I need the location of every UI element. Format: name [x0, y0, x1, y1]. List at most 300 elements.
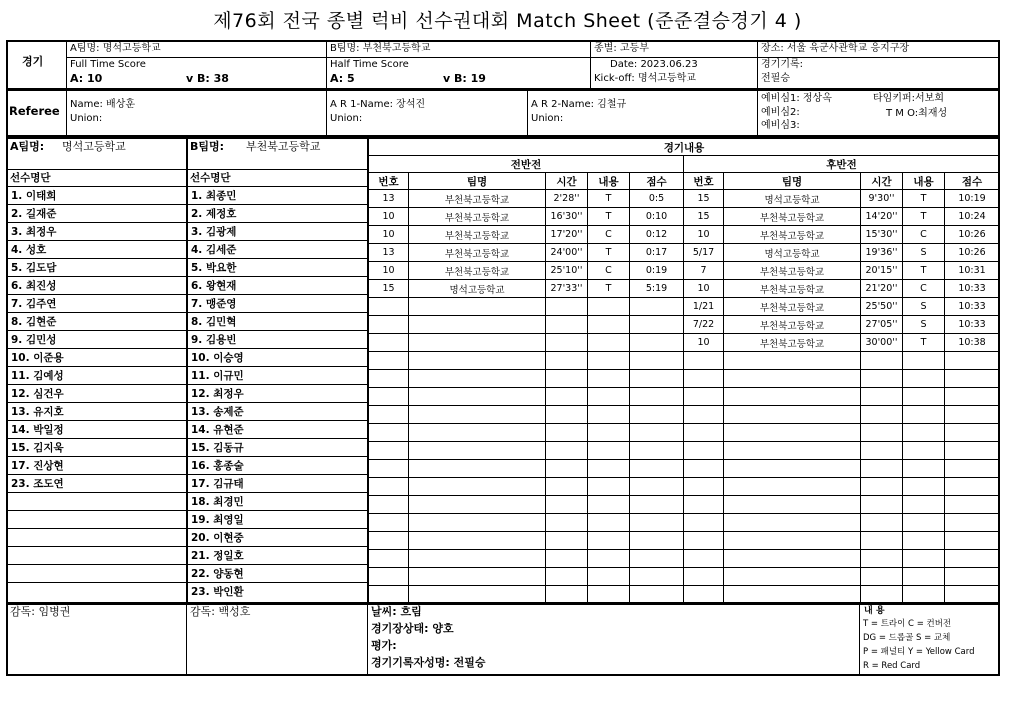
ar1-union: Union:	[330, 113, 363, 124]
score-cell	[369, 352, 409, 370]
score-cell: 25'50''	[861, 298, 903, 316]
score-cell	[684, 388, 724, 406]
score-cell	[588, 424, 630, 442]
score-cell: 25'10''	[546, 262, 588, 280]
score-cell	[630, 478, 684, 496]
score-cell	[409, 352, 546, 370]
score-row	[369, 496, 1000, 514]
score-cell: 2'28''	[546, 190, 588, 208]
score-cell: 부천북고등학교	[724, 262, 861, 280]
score-cell	[630, 406, 684, 424]
score-cell	[588, 514, 630, 532]
score-cell	[684, 532, 724, 550]
score-cell	[861, 514, 903, 532]
team-b-player-list	[187, 187, 367, 601]
kickoff: Kick-off: 명석고등학교	[594, 73, 696, 84]
score-row	[369, 262, 1000, 280]
score-cell	[369, 586, 409, 604]
score-cell	[369, 460, 409, 478]
score-row	[369, 352, 1000, 370]
score-cell	[409, 370, 546, 388]
score-cell: 15	[369, 280, 409, 298]
score-row	[369, 586, 1000, 604]
second-half-header: 후반전	[684, 156, 1000, 173]
score-cell	[546, 478, 588, 496]
score-cell: T	[903, 262, 945, 280]
score-row	[369, 388, 1000, 406]
player-row: 4. 김세준	[187, 241, 367, 259]
score-cell	[369, 370, 409, 388]
score-cell: 부천북고등학교	[409, 190, 546, 208]
score-cell: 10	[369, 262, 409, 280]
score-cell	[630, 334, 684, 352]
score-cell: 10:26	[945, 244, 1000, 262]
score-row	[369, 370, 1000, 388]
player-row: 5. 김도담	[7, 259, 186, 277]
score-cell: T	[903, 334, 945, 352]
score-cell	[861, 370, 903, 388]
evaluation: 평가:	[371, 639, 397, 652]
player-row: 15. 김지욱	[7, 439, 186, 457]
score-cell	[724, 424, 861, 442]
score-cell	[724, 370, 861, 388]
score-cell	[861, 532, 903, 550]
score-cell	[945, 460, 1000, 478]
score-cell	[724, 514, 861, 532]
score-cell	[945, 388, 1000, 406]
score-row	[369, 226, 1000, 244]
player-row	[7, 565, 186, 583]
score-cell: 10	[369, 208, 409, 226]
score-cell	[409, 406, 546, 424]
player-row: 12. 심건우	[7, 385, 186, 403]
score-cell	[945, 442, 1000, 460]
score-cell	[724, 352, 861, 370]
score-cell	[588, 568, 630, 586]
team-a-header-name: 명석고등학교	[62, 140, 126, 153]
match-content-header: 경기내용	[369, 139, 1000, 156]
team-b-name: B팀명: 부천북고등학교	[330, 43, 431, 54]
score-cell	[409, 514, 546, 532]
player-row: 8. 김민혁	[187, 313, 367, 331]
score-cell: 20'15''	[861, 262, 903, 280]
score-cell	[684, 352, 724, 370]
score-cell	[588, 532, 630, 550]
score-cell: 5/17	[684, 244, 724, 262]
team-a-player-list	[7, 187, 186, 601]
score-cell	[903, 352, 945, 370]
column-header-content: 내용	[903, 173, 945, 190]
score-cell	[546, 406, 588, 424]
score-cell	[409, 424, 546, 442]
score-cell	[409, 550, 546, 568]
score-cell	[369, 514, 409, 532]
score-cell: 10:31	[945, 262, 1000, 280]
score-cell	[903, 478, 945, 496]
score-cell	[409, 298, 546, 316]
score-cell: 10:33	[945, 316, 1000, 334]
score-cell	[684, 406, 724, 424]
score-cell	[409, 442, 546, 460]
score-cell	[369, 442, 409, 460]
score-row	[369, 334, 1000, 352]
score-cell: 10:19	[945, 190, 1000, 208]
score-row	[369, 532, 1000, 550]
score-cell: 10:24	[945, 208, 1000, 226]
score-cell: 부천북고등학교	[724, 334, 861, 352]
score-cell	[861, 406, 903, 424]
score-cell	[724, 406, 861, 424]
score-cell: 16'30''	[546, 208, 588, 226]
score-cell: 0:19	[630, 262, 684, 280]
score-cell	[724, 568, 861, 586]
score-cell	[903, 532, 945, 550]
score-cell	[409, 496, 546, 514]
score-cell	[588, 550, 630, 568]
score-cell	[903, 514, 945, 532]
officials-section	[6, 89, 1000, 137]
match-date: Date: 2023.06.23	[610, 59, 698, 70]
score-cell: 10	[684, 280, 724, 298]
score-cell	[903, 406, 945, 424]
coach-a: 감독: 임병권	[10, 605, 71, 618]
score-cell: 15	[684, 190, 724, 208]
column-header-number: 번호	[684, 173, 724, 190]
score-row	[369, 514, 1000, 532]
column-header-content: 내용	[588, 173, 630, 190]
score-cell	[588, 334, 630, 352]
weather: 날씨: 흐림	[371, 605, 422, 618]
half-time-score-a: A: 5	[330, 72, 355, 85]
match-label: 경기	[22, 55, 44, 68]
score-cell	[588, 478, 630, 496]
score-cell: T	[903, 190, 945, 208]
score-row	[369, 190, 1000, 208]
score-cell	[684, 568, 724, 586]
score-cell	[861, 478, 903, 496]
column-header-score: 점수	[630, 173, 684, 190]
team-b-players-header: 선수명단	[190, 172, 231, 184]
score-cell	[630, 298, 684, 316]
score-cell: 30'00''	[861, 334, 903, 352]
player-row: 4. 성호	[7, 241, 186, 259]
reserve-referee-2: 예비심2:	[761, 107, 800, 118]
score-row	[369, 406, 1000, 424]
score-cell	[945, 424, 1000, 442]
player-row: 8. 김현준	[7, 313, 186, 331]
player-row: 12. 최정우	[187, 385, 367, 403]
score-cell: 21'20''	[861, 280, 903, 298]
score-cell	[588, 460, 630, 478]
score-cell: 15'30''	[861, 226, 903, 244]
column-header-team: 팀명	[409, 173, 546, 190]
score-cell: 부천북고등학교	[409, 226, 546, 244]
score-cell	[630, 316, 684, 334]
legend-title: 내 용	[864, 606, 885, 616]
player-row	[7, 493, 186, 511]
score-cell	[630, 532, 684, 550]
player-row: 2. 제정호	[187, 205, 367, 223]
score-cell: 0:5	[630, 190, 684, 208]
score-cell	[724, 550, 861, 568]
score-cell	[630, 496, 684, 514]
legend-line-1: T = 트라이 C = 컨버전	[863, 619, 952, 629]
score-cell	[588, 298, 630, 316]
score-cell	[409, 388, 546, 406]
score-cell: 0:17	[630, 244, 684, 262]
score-cell	[546, 532, 588, 550]
score-row	[369, 460, 1000, 478]
score-cell	[945, 496, 1000, 514]
ar2-name: A R 2-Name: 김철규	[531, 99, 627, 110]
score-cell	[588, 406, 630, 424]
score-cell	[546, 298, 588, 316]
score-cell	[724, 586, 861, 604]
legend-line-4: R = Red Card	[863, 661, 921, 671]
score-cell	[684, 370, 724, 388]
score-cell	[724, 388, 861, 406]
score-cell	[861, 568, 903, 586]
score-row	[369, 244, 1000, 262]
score-cell	[546, 460, 588, 478]
score-cell	[409, 460, 546, 478]
score-cell: 10:33	[945, 298, 1000, 316]
score-cell: 7	[684, 262, 724, 280]
team-a-players-header: 선수명단	[10, 172, 51, 184]
player-row: 11. 이규민	[187, 367, 367, 385]
score-cell: 10	[684, 226, 724, 244]
player-row: 23. 조도연	[7, 475, 186, 493]
player-row: 20. 이현중	[187, 529, 367, 547]
score-cell: 0:10	[630, 208, 684, 226]
score-cell	[369, 568, 409, 586]
score-cell: T	[588, 280, 630, 298]
timekeeper: 타임키퍼:서보희	[873, 93, 944, 104]
score-cell	[546, 352, 588, 370]
player-row: 9. 김용빈	[187, 331, 367, 349]
reserve-referee-1: 예비심1: 정상옥	[761, 93, 832, 104]
score-cell	[588, 496, 630, 514]
score-cell	[945, 550, 1000, 568]
score-cell	[630, 514, 684, 532]
score-row	[369, 298, 1000, 316]
player-row: 3. 김광제	[187, 223, 367, 241]
score-cell	[630, 586, 684, 604]
score-cell	[546, 388, 588, 406]
score-cell	[903, 550, 945, 568]
referee-name: Name: 배상훈	[70, 99, 136, 110]
score-cell: 27'33''	[546, 280, 588, 298]
team-b-header-name: 부천북고등학교	[246, 140, 321, 153]
referee-union: Union:	[70, 113, 103, 124]
score-row	[369, 316, 1000, 334]
score-cell: 부천북고등학교	[409, 208, 546, 226]
score-cell	[724, 532, 861, 550]
score-cell: 7/22	[684, 316, 724, 334]
score-cell	[861, 586, 903, 604]
score-cell	[588, 388, 630, 406]
score-cell	[903, 370, 945, 388]
category: 종별: 고등부	[594, 43, 649, 54]
record-value: 전필승	[761, 73, 790, 84]
score-cell	[861, 352, 903, 370]
score-cell: 명석고등학교	[409, 280, 546, 298]
score-cell	[724, 442, 861, 460]
score-cell: 10:38	[945, 334, 1000, 352]
score-cell: 부천북고등학교	[724, 208, 861, 226]
score-cell	[903, 388, 945, 406]
score-row	[369, 424, 1000, 442]
first-half-header: 전반전	[369, 156, 684, 173]
score-cell	[945, 406, 1000, 424]
score-cell: S	[903, 298, 945, 316]
score-cell: 10	[369, 226, 409, 244]
column-header-time: 시간	[546, 173, 588, 190]
player-row: 16. 홍종술	[187, 457, 367, 475]
score-cell: 17'20''	[546, 226, 588, 244]
player-row: 14. 박일정	[7, 421, 186, 439]
player-row	[7, 547, 186, 565]
team-a-label: A팀명:	[10, 140, 45, 153]
score-cell	[588, 442, 630, 460]
score-cell	[861, 550, 903, 568]
score-cell	[409, 532, 546, 550]
score-cell	[945, 586, 1000, 604]
score-cell	[546, 370, 588, 388]
player-row: 10. 이승영	[187, 349, 367, 367]
score-cell: 10	[684, 334, 724, 352]
player-row: 22. 양동현	[187, 565, 367, 583]
score-cell	[630, 568, 684, 586]
player-row: 13. 유지호	[7, 403, 186, 421]
score-cell	[369, 406, 409, 424]
player-row: 6. 왕현재	[187, 277, 367, 295]
score-cell: T	[903, 208, 945, 226]
player-row	[7, 583, 186, 601]
score-cell: C	[903, 226, 945, 244]
score-cell	[684, 442, 724, 460]
score-cell: 명석고등학교	[724, 244, 861, 262]
score-cell: 27'05''	[861, 316, 903, 334]
score-cell	[630, 352, 684, 370]
score-cell	[724, 496, 861, 514]
score-cell	[861, 424, 903, 442]
score-cell: 명석고등학교	[724, 190, 861, 208]
score-cell	[546, 442, 588, 460]
score-cell: 부천북고등학교	[409, 262, 546, 280]
page-title: 제76회 전국 종별 럭비 선수권대회 Match Sheet (준준결승경기 4 )	[213, 10, 802, 32]
score-cell	[630, 424, 684, 442]
score-cell	[409, 316, 546, 334]
player-row: 1. 최종민	[187, 187, 367, 205]
score-cell	[546, 514, 588, 532]
score-cell	[630, 550, 684, 568]
score-cell	[369, 316, 409, 334]
venue: 장소: 서울 육군사관학교 응지구장	[761, 43, 910, 54]
score-cell	[588, 316, 630, 334]
score-cell: T	[588, 190, 630, 208]
score-cell	[630, 442, 684, 460]
score-cell: 5:19	[630, 280, 684, 298]
score-row	[369, 280, 1000, 298]
score-cell: C	[588, 262, 630, 280]
player-row: 7. 맹준영	[187, 295, 367, 313]
score-cell: 부천북고등학교	[409, 244, 546, 262]
column-header-score: 점수	[945, 173, 1000, 190]
score-cell	[903, 496, 945, 514]
score-cell	[903, 424, 945, 442]
score-cell	[546, 424, 588, 442]
score-cell	[369, 496, 409, 514]
player-row: 9. 김민성	[7, 331, 186, 349]
score-cell	[861, 460, 903, 478]
score-cell	[684, 550, 724, 568]
score-cell	[369, 478, 409, 496]
legend-line-2: DG = 드롭골 S = 교체	[863, 633, 951, 643]
player-row: 11. 김예성	[7, 367, 186, 385]
score-cell	[684, 424, 724, 442]
player-row: 1. 이태희	[7, 187, 186, 205]
score-cell	[369, 388, 409, 406]
score-cell	[903, 442, 945, 460]
score-cell: S	[903, 316, 945, 334]
legend-line-3: P = 패널티 Y = Yellow Card	[863, 647, 975, 657]
player-row	[7, 529, 186, 547]
player-row: 21. 정일호	[187, 547, 367, 565]
column-header-number: 번호	[369, 173, 409, 190]
score-cell: 15	[684, 208, 724, 226]
score-cell	[684, 586, 724, 604]
score-cell: 14'20''	[861, 208, 903, 226]
score-cell: 부천북고등학교	[724, 226, 861, 244]
score-cell: 10:26	[945, 226, 1000, 244]
full-time-score-a: A: 10	[70, 72, 103, 85]
score-cell: 13	[369, 244, 409, 262]
score-cell	[546, 568, 588, 586]
ground-condition: 경기장상태: 양호	[371, 622, 454, 635]
score-cell	[684, 514, 724, 532]
score-cell: S	[903, 244, 945, 262]
score-cell	[369, 298, 409, 316]
tmo: T M O:최재성	[886, 108, 948, 119]
half-time-score-b: v B: 19	[443, 72, 486, 85]
player-row: 6. 최진성	[7, 277, 186, 295]
score-cell: T	[588, 244, 630, 262]
player-row: 18. 최경민	[187, 493, 367, 511]
score-cell	[409, 478, 546, 496]
recorder-name: 경기기록자성명: 전필승	[371, 656, 486, 669]
score-cell	[861, 496, 903, 514]
score-cell: 24'00''	[546, 244, 588, 262]
ar1-name: A R 1-Name: 장석진	[330, 99, 426, 110]
score-cell	[630, 460, 684, 478]
score-cell	[724, 478, 861, 496]
player-row: 19. 최영일	[187, 511, 367, 529]
score-cell: 13	[369, 190, 409, 208]
score-cell	[861, 442, 903, 460]
coach-b: 감독: 백성호	[190, 605, 251, 618]
score-cell	[945, 514, 1000, 532]
player-row: 3. 최정우	[7, 223, 186, 241]
score-cell	[546, 334, 588, 352]
player-row: 2. 길재준	[7, 205, 186, 223]
score-cell	[546, 496, 588, 514]
full-time-score-b: v B: 38	[186, 72, 229, 85]
score-cell	[945, 352, 1000, 370]
score-cell	[861, 388, 903, 406]
score-cell	[903, 568, 945, 586]
score-cell: 10:33	[945, 280, 1000, 298]
